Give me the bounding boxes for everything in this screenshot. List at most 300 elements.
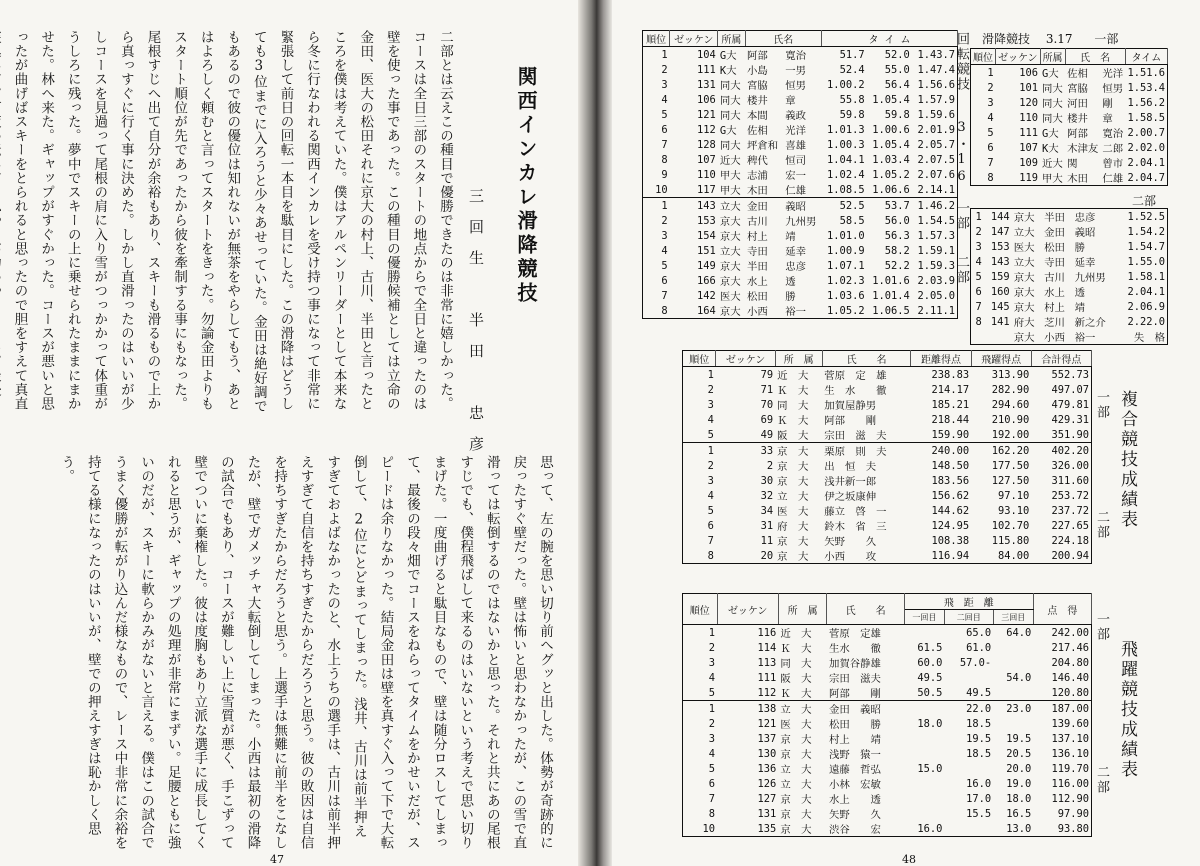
table-cell: 2.04.1 (1127, 285, 1165, 298)
table-cell: 187.00 (1033, 701, 1091, 717)
table-cell: 137 (757, 732, 777, 745)
table-cell: 143 (990, 255, 1010, 268)
table-cell: 147 (990, 225, 1010, 238)
table-cell: 同大 (719, 80, 741, 92)
table-cell: 1 (683, 443, 716, 459)
table-cell: K大 (1042, 143, 1059, 155)
table-cell: 107 (1019, 141, 1039, 154)
table-row (683, 518, 1092, 533)
table-cell: 京 大 (777, 536, 809, 548)
table-cell: 136.10 (1051, 747, 1089, 760)
table-cell: 1.51.6 (1127, 66, 1165, 79)
table-cell: 84.00 (997, 549, 1030, 562)
table-cell: 16.0 (966, 777, 992, 790)
col-team: 所属 (1040, 49, 1065, 65)
table-cell: 甲大 (719, 185, 741, 197)
table-cell: 8 (707, 549, 714, 562)
downhill-bu2-table (970, 208, 1168, 345)
table-cell: 7 (987, 156, 994, 169)
slalom-date-label: 3・16 一部 (954, 120, 969, 231)
table-cell: 53.7 (867, 198, 912, 214)
table-cell: 93.80 (1057, 822, 1089, 835)
table-cell: 18.0 (1006, 792, 1032, 805)
downhill-header (982, 30, 1182, 47)
col-jump1: 一回目 (904, 610, 944, 625)
table-cell: 章 (785, 95, 796, 107)
table-cell: 16.5 (1006, 807, 1032, 820)
table-cell: 1.53.4 (1127, 81, 1165, 94)
table-cell: 146.40 (1051, 671, 1089, 684)
table-cell: 210.90 (991, 413, 1030, 426)
jump-bu2-label: 二部 (1094, 765, 1109, 795)
table-cell: 金田 義昭 (827, 701, 904, 717)
table-cell: 160 (990, 285, 1010, 298)
table-cell: 新之介 (1074, 317, 1106, 329)
table-cell: 1.07.1 (827, 259, 865, 272)
table-cell: 6 (707, 519, 714, 532)
table-cell: 2.05.0 (917, 289, 955, 302)
table-cell: 京大 (1013, 302, 1035, 314)
table-cell: 京大 (719, 231, 741, 243)
table-cell: 106 (697, 93, 716, 106)
table-cell: 半田 (747, 261, 768, 273)
table-cell: 8 (661, 304, 668, 317)
table-cell: 10 (655, 183, 668, 196)
table-cell: 1.02.4 (827, 168, 865, 181)
table-cell: 1.00.6 (872, 123, 910, 136)
table-cell: 松田 (747, 291, 768, 303)
table-row (971, 239, 1168, 254)
table-cell: 光洋 (785, 125, 806, 137)
table-cell: 近大 (1042, 158, 1063, 170)
table-row (683, 367, 1092, 383)
table-cell: 村上 (747, 231, 768, 243)
table-cell: 1.57.9 (917, 93, 955, 106)
combined-table-label: 複合競技成績表 (1117, 390, 1137, 530)
col-bib: ゼッケン (717, 594, 778, 625)
table-cell (944, 670, 993, 685)
table-cell: 宮脇 (747, 80, 768, 92)
table-cell: 立大 (1013, 257, 1035, 269)
table-cell: 97.90 (1057, 807, 1089, 820)
table-cell: 忠彦 (1074, 212, 1096, 224)
table-cell: 56.4 (884, 78, 910, 91)
table-cell: 200.94 (1051, 549, 1089, 562)
col-time: タ イ ム (821, 31, 957, 47)
table-cell: 小島 (747, 65, 768, 77)
table-cell: 1.05.2 (872, 168, 910, 181)
table-cell: 5 (987, 126, 994, 139)
table-cell: 立大 (718, 198, 745, 214)
table-row (971, 299, 1168, 314)
table-cell: 阿部 剛 (828, 688, 881, 701)
table-cell: 242.00 (1051, 626, 1089, 639)
table-cell: 20 (760, 549, 774, 562)
table-row (643, 137, 958, 152)
table-cell: 菅原 定 雄 (824, 370, 887, 382)
table-cell: 医 大 (780, 719, 812, 732)
table-cell: 56.0 (884, 214, 910, 227)
table-cell: 佐相 (747, 125, 768, 137)
table-cell: 1 (987, 66, 994, 79)
col-bib: ゼッケン (670, 31, 718, 47)
table-cell: 183.56 (931, 474, 970, 487)
table-cell: 52.2 (884, 259, 910, 272)
table-cell: 靖 (1074, 302, 1085, 314)
table-cell: 97.10 (997, 489, 1030, 502)
table-cell: 120 (1019, 96, 1039, 109)
table-cell: 164 (697, 304, 716, 317)
table-cell: 1.54.5 (917, 214, 955, 227)
table-cell: 116 (757, 626, 777, 639)
table-cell: 2.04.7 (1127, 171, 1165, 184)
table-cell: 楼井 (747, 95, 768, 107)
table-cell: 6 (661, 123, 668, 136)
table-cell: 村上 (1044, 302, 1065, 314)
table-cell (944, 761, 993, 776)
table-cell: 小西 (1044, 332, 1065, 344)
table-cell: 102.70 (991, 519, 1030, 532)
table-cell: 甲大 (1042, 173, 1063, 185)
table-cell: 伊之坂康伸 (824, 491, 877, 503)
table-cell: 1 (643, 198, 670, 214)
table-cell: 九州男 (785, 216, 817, 228)
downhill-bu2-label: 二部 (1132, 194, 1157, 208)
table-cell: 古川 (1044, 272, 1065, 284)
table-cell: 1 (661, 48, 668, 61)
table-cell: 1.55.0 (1127, 255, 1165, 268)
table-cell: 2.07.5 (917, 153, 955, 166)
col-rank: 順位 (683, 594, 718, 625)
table-cell: 58.5 (839, 214, 865, 227)
table-cell: 9 (661, 168, 668, 181)
table-cell: 93.10 (997, 504, 1030, 517)
table-cell: 1.01.3 (827, 123, 865, 136)
table-cell: 326.00 (1051, 459, 1089, 472)
col-rank: 順位 (643, 31, 670, 47)
table-cell: 124.95 (931, 519, 970, 532)
table-cell: 136 (757, 762, 777, 775)
table-cell: 148.50 (931, 459, 970, 472)
table-cell: 8 (661, 153, 668, 166)
table-cell: Ｋ 大 (780, 643, 812, 656)
table-cell: 18.5 (966, 717, 992, 730)
table-cell: 22.0 (944, 701, 993, 717)
table-cell: 311.60 (1051, 474, 1089, 487)
table-cell: 52.0 (884, 48, 910, 61)
table-cell: 121 (697, 108, 716, 121)
table-cell: 351.90 (1051, 428, 1089, 441)
table-cell (904, 731, 944, 746)
table-cell: 58.2 (884, 244, 910, 257)
table-cell: 京大 (1013, 287, 1035, 299)
table-cell: 藤立 啓 一 (824, 506, 887, 518)
table-row (971, 125, 1168, 140)
table-cell: 遠藤 哲弘 (828, 764, 881, 777)
table-cell: 61.0 (966, 641, 992, 654)
jump-results-table (682, 593, 1092, 837)
table-cell: 166 (697, 274, 716, 287)
table-cell: 17.0 (966, 792, 992, 805)
table-cell: 56.3 (884, 229, 910, 242)
table-cell: 79 (760, 368, 774, 381)
table-cell: 138 (717, 701, 778, 717)
table-cell: 1.04.1 (827, 153, 865, 166)
table-cell: 141 (990, 315, 1010, 328)
table-cell: 木田 (1067, 173, 1088, 185)
table-cell: 京大 (719, 306, 741, 318)
table-cell: 31 (760, 519, 774, 532)
table-cell: 52.5 (821, 198, 866, 214)
table-cell: 119 (1019, 171, 1039, 184)
table-cell: 同大 (1042, 83, 1063, 95)
table-cell: 64.0 (1006, 626, 1032, 639)
table-cell: 二郎 (1102, 143, 1124, 155)
table-cell: 医大 (1013, 242, 1035, 254)
table-cell: 116.00 (1051, 777, 1089, 790)
col-distance: 飛 距 離 (904, 594, 1033, 610)
table-cell: 159 (990, 270, 1010, 283)
table-cell: 177.50 (991, 459, 1030, 472)
table-row (683, 427, 1092, 443)
table-cell: 1.52.5 (1127, 210, 1165, 223)
table-cell: 253.72 (1051, 489, 1089, 502)
table-cell: 227.65 (1051, 519, 1089, 532)
table-cell: 55.0 (884, 63, 910, 76)
table-row (643, 152, 958, 167)
table-cell: 寺田 (747, 246, 768, 258)
table-cell: 11 (760, 534, 774, 547)
table-cell: 238.83 (931, 368, 970, 381)
table-cell: 1.00.3 (827, 138, 865, 151)
table-cell: 4 (661, 244, 668, 257)
table-cell: 1.59.3 (917, 259, 955, 272)
table-cell: G大 (719, 50, 737, 62)
table-cell: 552.73 (1051, 368, 1089, 381)
table-cell: 1.56.2 (1127, 96, 1165, 109)
table-cell: 101 (1019, 81, 1039, 94)
table-cell: 119.70 (1051, 762, 1089, 775)
essay-body-lower: 思って、左の腕を思い切り前へグッと出した。体勢が奇跡的に戻ったすぐ壁だった。壁は怖いと思わなかったが、この雪で直滑っては転倒するのではないかと思った。それと共にあの尾根すじでも、僕程飛ばして来るのはいないという考えで思い切りまげた。一度曲げると駄目なもので、壁は随分ロスしてしまって、最後の段々畑でコースをねらってタイムをかせいだが、スピードは余りなかった。結局金田は壁を真すぐ入って下で大転倒して、2位にとどまってしまった。浅井、古川は前半押えすぎておよばなかったのと、水上うちの選手は、古川は前半押えすぎて自信を持ちすぎたからだろうと思う。彼の敗因は自信を持ちすぎたからだろうと思う。上選手は無難に前半をこなしたが、壁でガメッチャ大転倒してしまった。小西は最初の滑降の試合でもあり、コースが難しい上に雪質が悪く、手こずって壁でついに棄権した。彼は度胸もあり立派な選手に成長してくれると思うが、ギャップの処理が非常にまずい。足腰ともに強いのだが、スキーに軟らかみがないと言える。僕はこの試合でうまく優勝が転がり込んだ様なもので、レース中非常に余裕を持てる様になったのはいいが、壁での押えすぎは恥かしく思う。 (58, 455, 553, 850)
downhill-title: 滑降競技 (982, 32, 1031, 46)
table-cell: 1.03.4 (872, 153, 910, 166)
table-cell: 同大 (719, 110, 741, 122)
table-cell: 喜雄 (785, 140, 806, 152)
table-cell (971, 329, 984, 345)
table-cell: 同大 (719, 140, 741, 152)
table-cell: 立 大 (777, 491, 809, 503)
table-cell: 京大 (1013, 272, 1035, 284)
table-cell: 20.0 (1006, 762, 1032, 775)
table-cell: 稗代 (747, 155, 768, 167)
table-cell: 4 (707, 489, 714, 502)
table-cell: 1.05.2 (827, 304, 865, 317)
table-cell: 立大 (1013, 227, 1035, 239)
table-cell: 栗原 則 夫 (822, 443, 911, 459)
table-cell: 159.90 (931, 428, 970, 441)
table-cell: 京大 (719, 261, 741, 273)
table-cell: 143 (670, 198, 718, 214)
table-cell: 義政 (785, 110, 806, 122)
table-cell: 4 (661, 93, 668, 106)
table-row (683, 716, 1092, 731)
table-cell: 10 (702, 822, 716, 835)
table-cell (993, 640, 1033, 655)
table-cell: 京 大 (777, 461, 809, 473)
table-cell (904, 776, 944, 791)
table-cell: 透 (785, 276, 796, 288)
table-cell: 裕一 (785, 306, 806, 318)
table-cell: 1 (683, 701, 718, 717)
table-cell: 5 (661, 259, 668, 272)
table-cell: 京 大 (780, 734, 812, 747)
table-cell: 河田 (1067, 98, 1088, 110)
table-cell: 131 (697, 78, 716, 91)
table-cell: 生水 徹 (828, 643, 881, 656)
table-cell: 近 大 (780, 628, 812, 641)
table-cell: 2 (766, 459, 774, 472)
combined-results-table (682, 350, 1092, 564)
table-cell: 京 大 (777, 551, 809, 563)
table-cell: 3 (708, 732, 716, 745)
table-cell: 1.43.7 (917, 48, 955, 61)
table-row (971, 224, 1168, 239)
combined-bu1-label: 一部 (1094, 390, 1109, 420)
table-cell: 151 (697, 244, 716, 257)
table-cell (904, 746, 944, 761)
table-row (683, 655, 1092, 670)
table-cell: 加賀谷静雄 (828, 658, 881, 671)
table-cell (944, 821, 993, 837)
table-cell: 矢野 久 (824, 536, 877, 548)
table-cell: 1 (708, 626, 716, 639)
right-page (612, 0, 1200, 866)
table-cell: 坪倉和 (747, 140, 779, 152)
table-cell: 49.5 (917, 671, 943, 684)
downhill-bu1-label: 一部 (1094, 32, 1119, 46)
slalom-side-label: 回転競技 (954, 32, 969, 92)
table-cell: 恒司 (785, 155, 806, 167)
table-cell: 渋谷 宏 (828, 824, 881, 837)
table-cell: 阿部 剛 (824, 415, 877, 427)
table-cell: 23.0 (993, 701, 1033, 717)
table-cell: 2.00.7 (1127, 126, 1165, 139)
table-cell: 19.5 (966, 732, 992, 745)
table-cell: 135 (757, 822, 777, 835)
table-cell: 5 (707, 428, 714, 441)
table-cell: 1.05.4 (872, 93, 910, 106)
col-team: 所 属 (778, 594, 827, 625)
table-cell: 芝川 (1044, 317, 1065, 329)
table-cell: 33 (716, 443, 775, 459)
table-cell: 111 (697, 63, 716, 76)
table-cell: 延幸 (785, 246, 806, 258)
combined-bu2-label: 二部 (1094, 510, 1109, 540)
table-row (971, 110, 1168, 125)
table-cell: 2.11.1 (917, 304, 955, 317)
table-cell: 寛治 (785, 50, 806, 62)
table-cell: 仁雄 (1102, 173, 1124, 185)
table-cell: 2 (987, 81, 994, 94)
table-cell: 479.81 (1051, 398, 1089, 411)
col-bib: ゼッケン (716, 351, 775, 367)
table-cell: 1.59.6 (917, 108, 955, 121)
table-cell: 204.80 (1051, 656, 1089, 669)
table-cell: 69 (760, 413, 774, 426)
table-cell: 6 (708, 777, 716, 790)
table-cell: 282.90 (991, 383, 1030, 396)
table-cell: 114 (757, 641, 777, 654)
table-row (971, 329, 1168, 345)
table-cell: 214.17 (931, 383, 970, 396)
col-rank: 順位 (683, 351, 716, 367)
table-cell: 3 (707, 398, 714, 411)
table-cell: 154 (697, 229, 716, 242)
table-cell: 52.4 (839, 63, 865, 76)
table-row (643, 288, 958, 303)
table-cell: 19.5 (1006, 732, 1032, 745)
table-cell: 京 大 (780, 749, 812, 762)
table-row (643, 92, 958, 107)
table-cell: 木津友 (1067, 143, 1099, 155)
table-cell: 矢野 久 (828, 809, 881, 822)
table-row (683, 548, 1092, 564)
table-cell: 2 (661, 214, 668, 227)
table-cell: 5 (707, 504, 714, 517)
table-cell: 6 (987, 141, 994, 154)
table-cell: 恒男 (1102, 83, 1124, 95)
table-cell: 2.07.6 (917, 168, 955, 181)
table-cell: 同 大 (780, 658, 812, 671)
table-cell: 立 大 (780, 764, 812, 777)
table-cell: 関 (1067, 158, 1078, 170)
table-cell: 宮脇 (1067, 83, 1088, 95)
table-cell: 192.00 (991, 428, 1030, 441)
table-row (683, 533, 1092, 548)
table-cell: 116.94 (931, 549, 970, 562)
table-row (643, 77, 958, 92)
table-cell: 4 (708, 747, 716, 760)
table-cell: 1.05.4 (872, 138, 910, 151)
table-cell: 裕一 (1074, 332, 1096, 344)
table-cell: 185.21 (931, 398, 970, 411)
table-cell: 1.59.1 (917, 244, 955, 257)
table-cell: 54.0 (1006, 671, 1032, 684)
table-cell: 1.46.2 (912, 198, 958, 214)
table-cell: G大 (1042, 128, 1059, 140)
table-cell: Ｋ 大 (780, 688, 812, 701)
table-cell: 1 (707, 368, 714, 381)
table-row (643, 62, 958, 77)
table-cell: 失 格 (1133, 332, 1165, 344)
table-cell: 甲大 (719, 170, 741, 182)
table-cell: 近大 (719, 155, 741, 167)
table-cell: 1.01.6 (872, 274, 910, 287)
table-cell: 18.0 (917, 717, 943, 730)
table-cell: 本間 (747, 110, 768, 122)
table-cell: 京大 (719, 216, 741, 228)
col-total-points: 合計得点 (1031, 351, 1091, 367)
table-cell: 浅井新一郎 (824, 476, 877, 488)
table-cell: 2.01.9 (917, 123, 955, 136)
table-cell: 木田 (747, 185, 768, 197)
table-cell: 120.80 (1051, 686, 1089, 699)
table-cell: 勝 (785, 291, 796, 303)
col-name: 氏名 (745, 31, 821, 47)
table-row (683, 685, 1092, 701)
table-cell: 110 (697, 168, 716, 181)
table-cell: 2 (661, 63, 668, 76)
